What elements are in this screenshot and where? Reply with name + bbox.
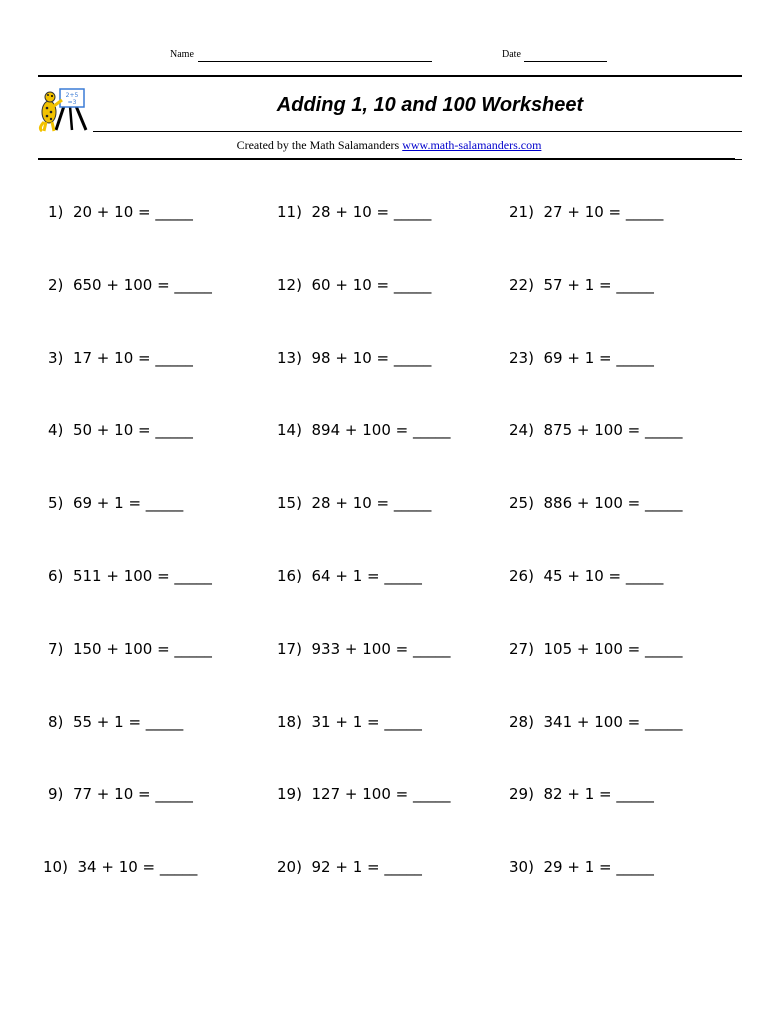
problem-expression: 29 + 1 = _____ (543, 858, 654, 876)
problem-expression: 57 + 1 = _____ (543, 276, 654, 294)
problem-expression: 69 + 1 = _____ (543, 349, 654, 367)
problem-expression: 28 + 10 = _____ (311, 494, 432, 512)
problem-item (48, 203, 193, 221)
problem-number: 15) (277, 494, 302, 512)
credit-line (0, 138, 768, 153)
problem-number: 25) (509, 494, 534, 512)
credit-text: Created by the Math Salamanders (236, 138, 403, 152)
problem-item (277, 713, 422, 731)
salamander-logo-icon (36, 86, 94, 132)
problem-number: 14) (277, 421, 302, 439)
problem-item (48, 713, 183, 731)
problem-number: 22) (509, 276, 534, 294)
problem-expression: 45 + 10 = _____ (543, 567, 664, 585)
date-blank-line (524, 61, 607, 62)
problem-number: 28) (509, 713, 534, 731)
problem-number: 4) (48, 421, 64, 439)
problem-expression: 92 + 1 = _____ (311, 858, 422, 876)
problem-item (509, 349, 654, 367)
problem-item (277, 276, 431, 294)
problem-item (48, 349, 193, 367)
problem-expression: 69 + 1 = _____ (72, 494, 184, 512)
problem-expression: 105 + 100 = _____ (543, 640, 683, 658)
problem-item (509, 858, 654, 876)
problem-number: 11) (277, 203, 302, 221)
problem-number: 26) (509, 567, 534, 585)
problem-item (277, 567, 422, 585)
problem-expression: 150 + 100 = _____ (72, 640, 212, 658)
header-bottom-rule (38, 158, 735, 160)
problem-number: 23) (509, 349, 534, 367)
problem-expression: 27 + 10 = _____ (543, 203, 664, 221)
problem-number: 17) (277, 640, 302, 658)
problem-number: 21) (509, 203, 534, 221)
problem-number: 18) (277, 713, 302, 731)
svg-text:2+5: 2+5 (65, 92, 79, 99)
problem-number: 16) (277, 567, 302, 585)
problem-item (509, 713, 682, 731)
problem-item (277, 494, 431, 512)
problem-expression: 64 + 1 = _____ (311, 567, 422, 585)
problem-item (509, 421, 682, 439)
problem-expression: 341 + 100 = _____ (543, 713, 683, 731)
header-bottom-rule-tail (735, 159, 742, 160)
problem-item (277, 203, 431, 221)
problem-expression: 894 + 100 = _____ (311, 421, 451, 439)
problem-expression: 77 + 10 = _____ (72, 785, 193, 803)
problem-item (277, 640, 450, 658)
worksheet-title: Adding 1, 10 and 100 Worksheet (276, 94, 584, 116)
problem-number: 27) (509, 640, 534, 658)
problem-item (277, 858, 422, 876)
problem-expression: 933 + 100 = _____ (311, 640, 451, 658)
problem-item (509, 640, 682, 658)
problem-item (48, 785, 193, 803)
problem-item (509, 567, 663, 585)
problem-item (509, 494, 682, 512)
problem-number: 7) (48, 640, 64, 658)
header-mid-rule (93, 131, 742, 132)
problem-item (509, 276, 654, 294)
problem-expression: 82 + 1 = _____ (543, 785, 654, 803)
problem-number: 13) (277, 349, 302, 367)
problem-expression: 17 + 10 = _____ (72, 349, 193, 367)
problem-item (48, 640, 212, 658)
problem-expression: 650 + 100 = _____ (72, 276, 212, 294)
problem-expression: 875 + 100 = _____ (543, 421, 683, 439)
problem-expression: 511 + 100 = _____ (72, 567, 212, 585)
credit-link[interactable]: www.math-salamanders.com (402, 138, 542, 152)
problem-expression: 127 + 100 = _____ (311, 785, 451, 803)
problem-number: 1) (48, 203, 64, 221)
problem-item (277, 785, 450, 803)
problem-number: 9) (48, 785, 64, 803)
problem-number: 2) (48, 276, 64, 294)
problem-item (48, 421, 193, 439)
name-date-row (0, 49, 768, 65)
problem-item (43, 858, 197, 876)
problem-expression: 886 + 100 = _____ (543, 494, 683, 512)
problem-number: 24) (509, 421, 534, 439)
problem-number: 8) (48, 713, 64, 731)
problem-number: 12) (277, 276, 302, 294)
problem-number: 5) (48, 494, 64, 512)
problem-item (277, 349, 431, 367)
problem-number: 29) (509, 785, 534, 803)
problem-expression: 60 + 10 = _____ (311, 276, 432, 294)
problem-number: 3) (48, 349, 64, 367)
problem-expression: 55 + 1 = _____ (72, 713, 184, 731)
header-top-rule (38, 75, 742, 77)
problem-expression: 28 + 10 = _____ (311, 203, 432, 221)
problem-expression: 50 + 10 = _____ (72, 421, 193, 439)
problem-expression: 34 + 10 = _____ (77, 858, 198, 876)
problem-number: 30) (509, 858, 534, 876)
problem-expression: 20 + 10 = _____ (72, 203, 193, 221)
problem-number: 6) (48, 567, 64, 585)
problem-item (509, 785, 654, 803)
problem-item (48, 494, 183, 512)
problem-number: 19) (277, 785, 302, 803)
problem-item (509, 203, 663, 221)
problem-item (48, 567, 212, 585)
problem-item (277, 421, 450, 439)
name-blank-line (198, 61, 432, 62)
name-label: Name (170, 49, 194, 60)
problem-expression: 31 + 1 = _____ (311, 713, 422, 731)
problem-number: 10) (43, 858, 68, 876)
svg-text:=3: =3 (67, 99, 77, 106)
date-label: Date (502, 49, 521, 60)
problem-number: 20) (277, 858, 302, 876)
problem-expression: 98 + 10 = _____ (311, 349, 432, 367)
problem-item (48, 276, 212, 294)
